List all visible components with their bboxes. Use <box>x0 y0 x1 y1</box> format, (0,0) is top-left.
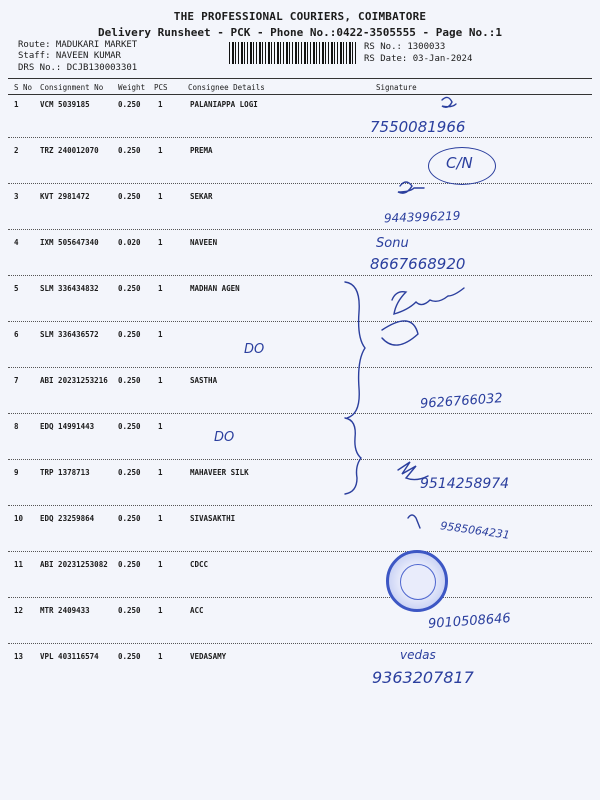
cell-pcs: 1 <box>158 422 163 431</box>
col-consignment: Consignment No <box>40 83 104 92</box>
cell-pcs: 1 <box>158 468 163 477</box>
signature-mark <box>392 288 464 314</box>
cell-sno: 3 <box>14 192 19 201</box>
cell-pcs: 1 <box>158 560 163 569</box>
cell-sno: 1 <box>14 100 19 109</box>
cell-pcs: 1 <box>158 606 163 615</box>
signature-mark <box>398 182 424 193</box>
handwritten-cn: C/N <box>446 154 473 172</box>
cell-consignment: VCM 5039185 <box>40 100 90 109</box>
cell-consignee: PALANIAPPA LOGI <box>190 100 258 109</box>
handwritten-phone: 9010508646 <box>427 611 512 632</box>
cell-weight: 0.250 <box>118 514 141 523</box>
rs-date: RS Date: 03-Jan-2024 <box>364 54 473 64</box>
cell-consignee: SEKAR <box>190 192 213 201</box>
cell-weight: 0.250 <box>118 606 141 615</box>
cell-sno: 12 <box>14 606 24 615</box>
cell-sno: 2 <box>14 146 19 155</box>
signature-mark <box>382 321 418 345</box>
cell-sno: 4 <box>14 238 19 247</box>
cell-consignment: TRP 1378713 <box>40 468 90 477</box>
drs-number: DRS No.: DCJB130003301 <box>18 63 138 73</box>
cell-consignment: ABI 20231253082 <box>40 560 108 569</box>
cell-pcs: 1 <box>158 100 163 109</box>
cell-pcs: 1 <box>158 238 163 247</box>
cell-pcs: 1 <box>158 192 163 201</box>
cell-weight: 0.250 <box>118 468 141 477</box>
cell-consignee: VEDASAMY <box>190 652 227 661</box>
cell-sno: 7 <box>14 376 19 385</box>
cell-weight: 0.250 <box>118 192 141 201</box>
col-pcs: PCS <box>154 83 168 92</box>
cell-pcs: 1 <box>158 146 163 155</box>
cell-weight: 0.250 <box>118 560 141 569</box>
cell-sno: 6 <box>14 330 19 339</box>
handwritten-name: Sonu <box>376 236 409 251</box>
cell-weight: 0.250 <box>118 422 141 431</box>
handwritten-phone: 9626766032 <box>419 391 504 412</box>
cell-consignee: ACC <box>190 606 204 615</box>
cell-consignee: MADHAN AGEN <box>190 284 240 293</box>
cell-weight: 0.250 <box>118 330 141 339</box>
cell-consignee: NAVEEN <box>190 238 218 247</box>
cell-sno: 9 <box>14 468 19 477</box>
handwritten-phone: 9514258974 <box>420 476 510 492</box>
handwritten-do: DO <box>214 430 235 445</box>
cell-weight: 0.250 <box>118 284 141 293</box>
staff-label: Staff: NAVEEN KUMAR <box>18 51 121 61</box>
signature-mark <box>408 515 420 528</box>
bracket-curve <box>345 282 365 418</box>
rs-number: RS No.: 1300033 <box>364 42 446 52</box>
sheet-title: THE PROFESSIONAL COURIERS, COIMBATORE <box>173 10 427 23</box>
cell-pcs: 1 <box>158 284 163 293</box>
cell-weight: 0.020 <box>118 238 141 247</box>
cell-sno: 5 <box>14 284 19 293</box>
cell-consignment: SLM 336434832 <box>40 284 99 293</box>
route-label: Route: MADUKARI MARKET <box>18 40 138 50</box>
handwritten-phone: 9443996219 <box>383 208 461 226</box>
handwritten-do: DO <box>244 342 265 357</box>
col-signature: Signature <box>376 83 417 92</box>
cell-weight: 0.250 <box>118 100 141 109</box>
cell-sno: 11 <box>14 560 24 569</box>
cell-consignee: CDCC <box>190 560 209 569</box>
col-consignee: Consignee Details <box>188 83 265 92</box>
handwritten-phone: 9363207817 <box>372 668 474 687</box>
cell-pcs: 1 <box>158 330 163 339</box>
handwritten-phone: 7550081966 <box>370 118 466 136</box>
cell-consignee: PREMA <box>190 146 213 155</box>
company-seal-stamp <box>386 550 448 612</box>
seal-inner-ring <box>400 564 436 600</box>
cell-consignment: ABI 20231253216 <box>40 376 108 385</box>
cell-sno: 10 <box>14 514 24 523</box>
cell-consignment: VPL 403116574 <box>40 652 99 661</box>
cell-consignment: KVT 2981472 <box>40 192 90 201</box>
cell-sno: 13 <box>14 652 24 661</box>
cell-weight: 0.250 <box>118 146 141 155</box>
cell-pcs: 1 <box>158 514 163 523</box>
cell-pcs: 1 <box>158 376 163 385</box>
cell-consignment: SLM 336436572 <box>40 330 99 339</box>
handwritten-phone: 8667668920 <box>370 255 466 273</box>
cell-consignment: MTR 2409433 <box>40 606 90 615</box>
bracket-curve <box>345 418 361 494</box>
handwritten-name: vedas <box>400 648 436 662</box>
cell-consignee: SIVASAKTHI <box>190 514 236 523</box>
cell-consignment: EDQ 14991443 <box>40 422 95 431</box>
handwritten-phone: 9585064231 <box>439 519 511 542</box>
sheet-subtitle: Delivery Runsheet - PCK - Phone No.:0422-3505555 - Page No.:1 <box>98 26 502 39</box>
cell-consignment: EDQ 23259864 <box>40 514 95 523</box>
cell-weight: 0.250 <box>118 376 141 385</box>
signature-mark <box>442 97 456 107</box>
cell-weight: 0.250 <box>118 652 141 661</box>
cell-consignment: TRZ 240012070 <box>40 146 99 155</box>
cell-consignee: SASTHA <box>190 376 218 385</box>
col-sno: S No <box>14 83 33 92</box>
cell-sno: 8 <box>14 422 19 431</box>
cell-pcs: 1 <box>158 652 163 661</box>
cell-consignment: IXM 505647340 <box>40 238 99 247</box>
cell-consignee: MAHAVEER SILK <box>190 468 249 477</box>
col-weight: Weight <box>118 83 146 92</box>
